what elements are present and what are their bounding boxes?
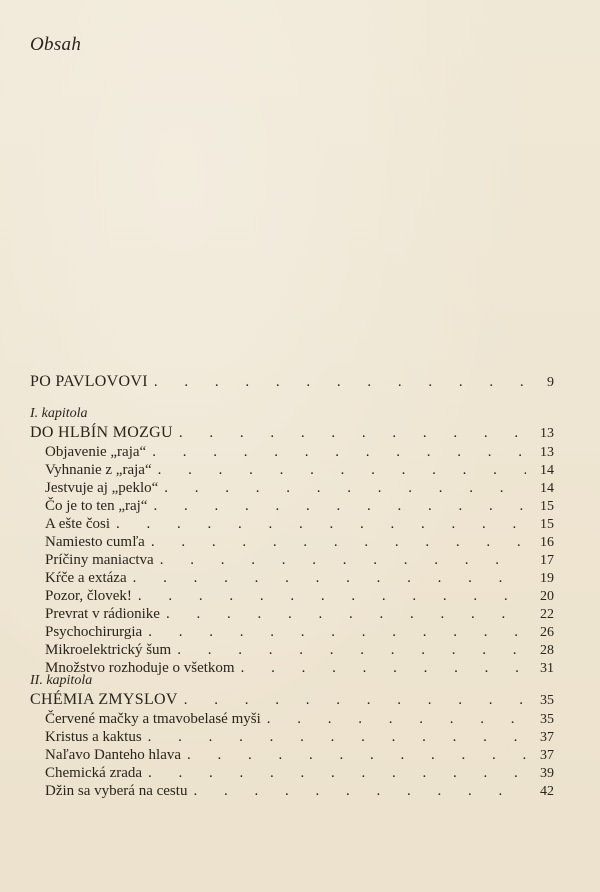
toc-page-number: 13 xyxy=(540,426,554,441)
toc-page-number: 37 xyxy=(540,730,554,745)
toc-entry-label: Mikroelektrický šum xyxy=(45,642,172,658)
toc-page-number: 37 xyxy=(540,748,554,763)
toc-page-number: 14 xyxy=(540,481,554,496)
toc-page-number: 20 xyxy=(540,589,554,604)
dot-leader xyxy=(133,569,526,587)
toc-entry[interactable] xyxy=(30,746,554,764)
dot-leader xyxy=(154,373,526,391)
dot-leader xyxy=(138,587,526,605)
dot-leader xyxy=(160,551,526,569)
dot-leader xyxy=(166,605,526,623)
toc-entry-label: Množstvo rozhoduje o všetkom xyxy=(45,660,235,676)
toc-entry[interactable] xyxy=(30,533,554,551)
toc-entry-label: Pozor, človek! xyxy=(45,588,132,604)
toc-entry-label: A ešte čosi xyxy=(45,516,110,532)
toc-page-number: 39 xyxy=(540,766,554,781)
toc-entry-label: Prevrat v rádionike xyxy=(45,606,160,622)
toc-entry-label: Chemická zrada xyxy=(45,765,143,781)
toc-page-number: 13 xyxy=(540,445,554,460)
toc-entry[interactable] xyxy=(30,710,554,728)
dot-leader xyxy=(153,497,526,515)
dot-leader xyxy=(164,479,526,497)
toc-entry-label: Namiesto cumľa xyxy=(45,534,145,550)
toc-page-number: 22 xyxy=(540,607,554,622)
toc-page-number: 15 xyxy=(540,517,554,532)
dot-leader xyxy=(158,461,526,479)
toc-page-number: 14 xyxy=(540,463,554,478)
chapter-title: CHÉMIA ZMYSLOV xyxy=(30,691,178,708)
toc-entry-label: PO PAVLOVOVI xyxy=(30,373,148,390)
toc-entry-label: Vyhnanie z „raja“ xyxy=(45,462,152,478)
toc-entry-label: Čo je to ten „raj“ xyxy=(45,498,148,514)
chapter-label: II. kapitola xyxy=(30,673,93,688)
page-title: Obsah xyxy=(30,34,82,55)
toc-entry[interactable] xyxy=(30,569,554,587)
dot-leader xyxy=(148,764,526,782)
toc-entry-label: Jestvuje aj „peklo“ xyxy=(45,480,159,496)
toc-page-number: 26 xyxy=(540,625,554,640)
toc-page-number: 42 xyxy=(540,784,554,799)
toc-page-number: 19 xyxy=(540,571,554,586)
toc-page-number: 9 xyxy=(547,375,554,390)
dot-leader xyxy=(177,641,526,659)
toc-entry[interactable] xyxy=(30,728,554,746)
toc-page-number: 17 xyxy=(540,553,554,568)
toc-entry[interactable] xyxy=(30,497,554,515)
toc-entry-label: Kŕče a extáza xyxy=(45,570,127,586)
toc-page-number: 15 xyxy=(540,499,554,514)
dot-leader xyxy=(241,659,526,677)
toc-entry-chapter-1[interactable] xyxy=(30,424,554,442)
toc-entry-label: Naľavo Danteho hlava xyxy=(45,747,182,763)
toc-entry[interactable] xyxy=(30,443,554,461)
dot-leader xyxy=(151,533,526,551)
dot-leader xyxy=(193,782,526,800)
toc-entry-label: Objavenie „raja“ xyxy=(45,444,147,460)
toc-entry[interactable] xyxy=(30,659,554,677)
dot-leader xyxy=(116,515,526,533)
toc-page-number: 28 xyxy=(540,643,554,658)
toc-entry[interactable] xyxy=(30,764,554,782)
dot-leader xyxy=(148,623,526,641)
toc-entry-label: Psychochirurgia xyxy=(45,624,143,640)
dot-leader xyxy=(148,728,526,746)
dot-leader xyxy=(152,443,526,461)
dot-leader xyxy=(179,424,526,442)
chapter-label: I. kapitola xyxy=(30,406,88,421)
dot-leader xyxy=(267,710,526,728)
toc-entry[interactable] xyxy=(30,479,554,497)
toc-page-number: 35 xyxy=(540,693,554,708)
toc-page-number: 35 xyxy=(540,712,554,727)
toc-entry-prologue[interactable] xyxy=(30,373,554,391)
toc-entry-label: Džin sa vyberá na cestu xyxy=(45,783,188,799)
toc-entry-label: Červené mačky a tmavobelasé myši xyxy=(45,711,261,727)
dot-leader xyxy=(187,746,526,764)
toc-entry[interactable] xyxy=(30,782,554,800)
chapter-title: DO HLBÍN MOZGU xyxy=(30,424,173,441)
toc-entry-label: Kristus a kaktus xyxy=(45,729,142,745)
toc-page-number: 16 xyxy=(540,535,554,550)
toc-entry[interactable] xyxy=(30,461,554,479)
toc-entry[interactable] xyxy=(30,605,554,623)
dot-leader xyxy=(184,691,526,709)
toc-entry[interactable] xyxy=(30,551,554,569)
toc-entry[interactable] xyxy=(30,515,554,533)
toc-entry[interactable] xyxy=(30,641,554,659)
toc-entry-chapter-2[interactable] xyxy=(30,691,554,709)
toc-entry-label: Príčiny maniactva xyxy=(45,552,154,568)
toc-page-number: 31 xyxy=(540,661,554,676)
toc-entry[interactable] xyxy=(30,623,554,641)
toc-entry[interactable] xyxy=(30,587,554,605)
